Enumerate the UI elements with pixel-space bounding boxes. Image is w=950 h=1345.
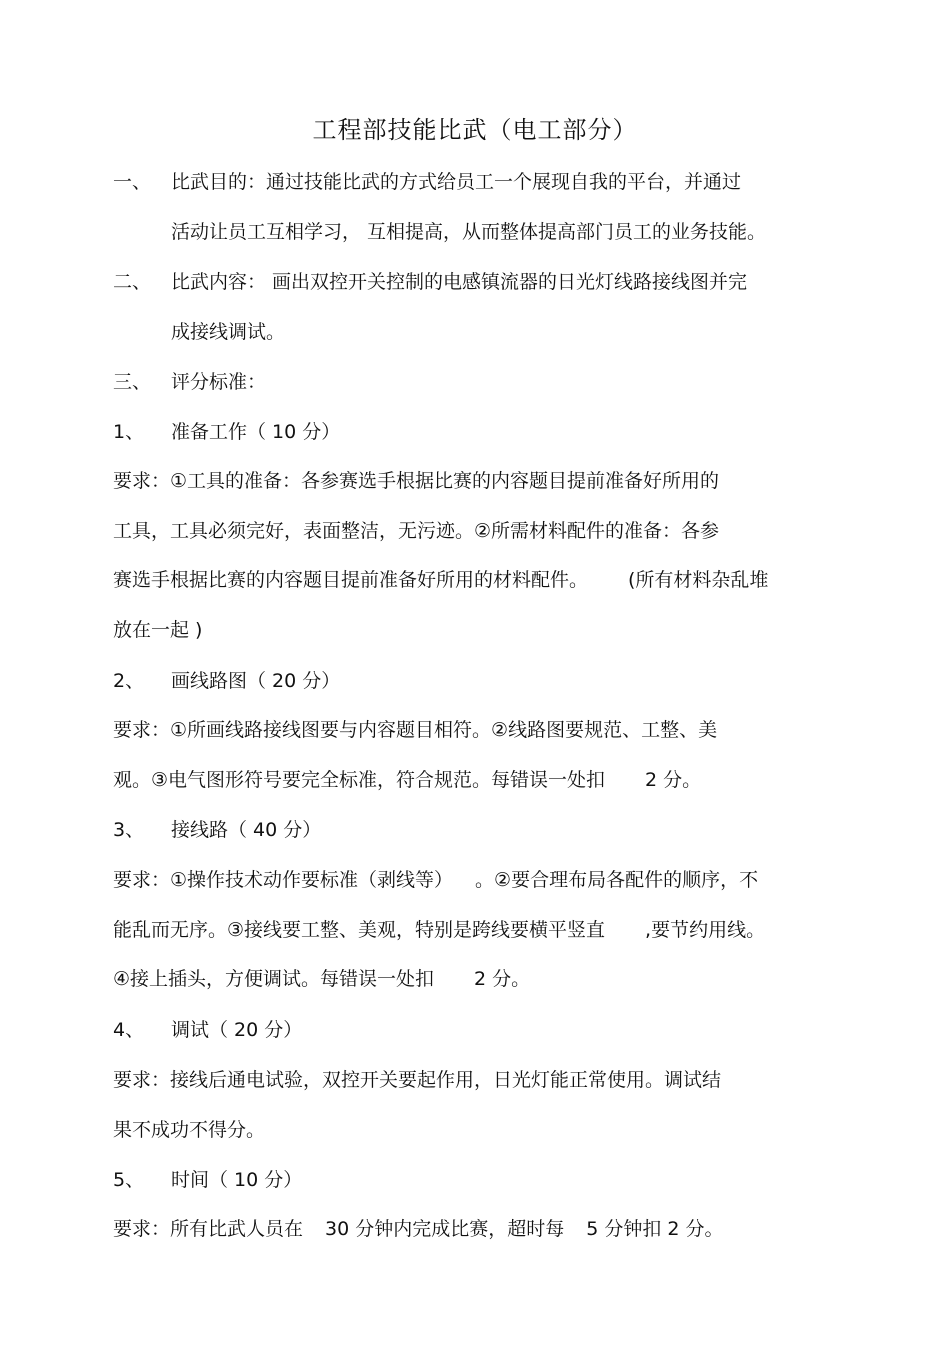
item-2-number: 2、 <box>113 670 145 692</box>
item-5-req-1a: 要求：所有比武人员在 <box>113 1218 304 1240</box>
item-5-heading: 时间（ 10 分） <box>171 1169 303 1191</box>
section-2-line-2: 成接线调试。 <box>171 321 286 343</box>
item-5-req-1c: 5 分钟扣 2 分。 <box>586 1218 724 1240</box>
section-2-line-1 <box>113 268 747 296</box>
item-5-heading-line <box>113 1166 302 1194</box>
section-1-number: 一、 <box>113 171 152 193</box>
item-1-req-3b: (所有材料杂乱堆 <box>628 569 769 591</box>
section-2-number: 二、 <box>113 271 152 293</box>
item-3-req-2b: ,要节约用线。 <box>645 919 766 941</box>
item-2-heading: 画线路图（ 20 分） <box>171 670 341 692</box>
item-3-req-1b: 。②要合理布局各配件的顺序，不 <box>475 869 759 891</box>
item-4-req-1: 要求：接线后通电试验，双控开关要起作用，日光灯能正常使用。调试结 <box>113 1069 722 1091</box>
item-4-number: 4、 <box>113 1019 145 1041</box>
item-3-req-3 <box>113 965 530 993</box>
item-1-req-3a: 赛选手根据比赛的内容题目提前准备好所用的材料配件。 <box>113 569 589 591</box>
item-3-heading: 接线路（ 40 分） <box>171 819 322 841</box>
item-5-req-1b: 30 分钟内完成比赛，超时每 <box>325 1218 565 1240</box>
item-2-req-2a: 观。③电气图形符号要完全标准，符合规范。每错误一处扣 <box>113 769 606 791</box>
section-1-line-1 <box>113 168 741 196</box>
item-2-req-2b: 2 分。 <box>645 769 702 791</box>
item-3-req-1 <box>113 866 758 894</box>
item-1-heading-line <box>113 418 340 446</box>
item-3-req-3b: 2 分。 <box>474 968 531 990</box>
item-3-req-1a: 要求：①操作技术动作要标准（剥线等） <box>113 869 454 891</box>
item-3-req-3a: ④接上插头，方便调试。每错误一处扣 <box>113 968 435 990</box>
item-3-number: 3、 <box>113 819 145 841</box>
item-3-req-2a: 能乱而无序。③接线要工整、美观，特别是跨线要横平竖直 <box>113 919 606 941</box>
item-3-req-2 <box>113 916 765 944</box>
item-1-heading: 准备工作（ 10 分） <box>171 421 341 443</box>
item-1-req-3 <box>113 566 768 594</box>
item-4-heading: 调试（ 20 分） <box>171 1019 303 1041</box>
section-3-line-1 <box>113 368 266 396</box>
section-3-text-1: 评分标准： <box>171 371 267 393</box>
section-2-text-1: 比武内容： 画出双控开关控制的电感镇流器的日光灯线路接线图并完 <box>171 271 748 293</box>
item-5-req-1 <box>113 1215 724 1243</box>
section-1-line-2: 活动让员工互相学习， 互相提高，从而整体提高部门员工的业务技能。 <box>171 221 767 243</box>
item-3-heading-line <box>113 816 321 844</box>
section-3-number: 三、 <box>113 371 152 393</box>
item-1-number: 1、 <box>113 421 145 443</box>
item-1-req-2: 工具，工具必须完好，表面整洁，无污迹。②所需材料配件的准备：各参 <box>113 520 720 542</box>
item-5-number: 5、 <box>113 1169 145 1191</box>
item-2-heading-line <box>113 667 340 695</box>
item-1-req-1: 要求：①工具的准备：各参赛选手根据比赛的内容题目提前准备好所用的 <box>113 470 720 492</box>
section-1-text-1: 比武目的：通过技能比武的方式给员工一个展现自我的平台，并通过 <box>171 171 742 193</box>
item-4-heading-line <box>113 1016 302 1044</box>
item-2-req-2 <box>113 766 701 794</box>
item-2-req-1: 要求：①所画线路接线图要与内容题目相符。②线路图要规范、工整、美 <box>113 719 718 741</box>
item-1-req-4: 放在一起 ) <box>113 619 203 641</box>
item-4-req-2: 果不成功不得分。 <box>113 1119 266 1141</box>
document-title: 工程部技能比武（电工部分） <box>312 116 638 144</box>
